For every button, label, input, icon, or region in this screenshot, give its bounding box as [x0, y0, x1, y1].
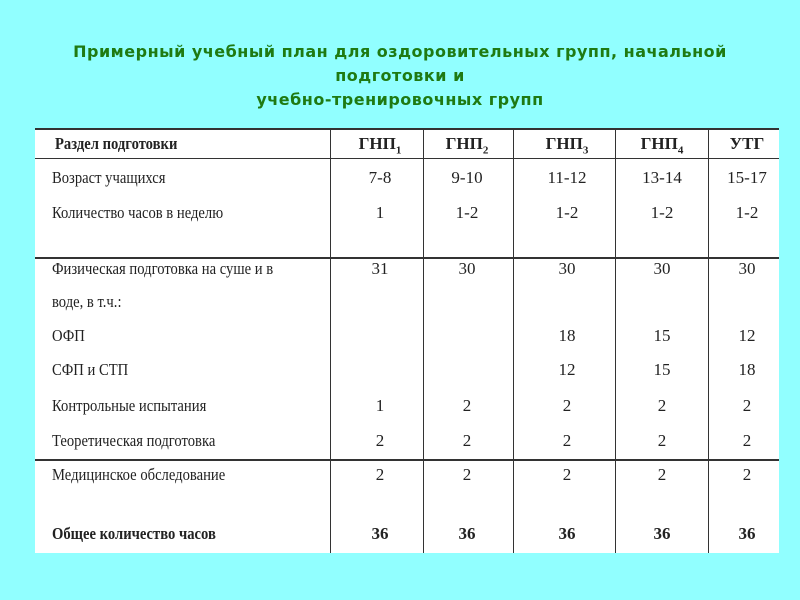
row-value: 13-14: [642, 168, 682, 187]
row-value: 12: [738, 326, 756, 345]
column-divider: [615, 128, 616, 553]
row-label: Возраст учащихся: [52, 168, 166, 187]
title-line-2: подготовки и: [335, 66, 465, 85]
row-value: 1-2: [735, 203, 759, 222]
row-value: 2: [657, 396, 667, 415]
row-label: воде, в т.ч.:: [52, 292, 122, 311]
row-value: 2: [657, 431, 667, 450]
row-value: 9-10: [451, 168, 483, 187]
row-label: Контрольные испытания: [52, 396, 207, 415]
row-value: 2: [742, 431, 752, 450]
row-label: Теоретическая подготовка: [52, 431, 216, 450]
row-value: 2: [562, 465, 572, 484]
row-label: Физическая подготовка на суше и в: [52, 259, 274, 278]
column-divider: [513, 128, 514, 553]
row-label: СФП и СТП: [52, 360, 129, 379]
row-value: 2: [375, 431, 385, 450]
header-section-label: Раздел подготовки: [55, 134, 178, 153]
row-value: 15-17: [727, 168, 767, 187]
row-value: 1-2: [650, 203, 674, 222]
row-value: 1-2: [455, 203, 479, 222]
row-value: 31: [371, 259, 389, 278]
row-value: 11-12: [547, 168, 587, 187]
header-group-3: $ГНП_3$: [545, 134, 589, 157]
row-value: 30: [738, 259, 756, 278]
row-value: 1: [375, 203, 385, 222]
row-value: 2: [462, 465, 472, 484]
row-value: 2: [562, 431, 572, 450]
header-group-2: $ГНП_2$: [445, 134, 489, 157]
row-value: 2: [742, 396, 752, 415]
row-value: 7-8: [368, 168, 392, 187]
header-group-1: $ГНП_1$: [358, 134, 402, 157]
header-divider: [35, 158, 779, 159]
title-line-1: Примерный учебный план для оздоровительных групп, начальной: [73, 42, 727, 61]
section-divider: [35, 459, 779, 461]
header-group-4: $ГНП_4$: [640, 134, 684, 157]
title-line-3: учебно-тренировочных групп: [256, 90, 544, 109]
row-value: 2: [562, 396, 572, 415]
row-value: 2: [462, 396, 472, 415]
row-value: 18: [558, 326, 576, 345]
column-divider: [423, 128, 424, 553]
row-value: 2: [462, 431, 472, 450]
header-group-5: УТГ: [729, 134, 765, 153]
slide-title: [0, 40, 800, 112]
total-value: 36: [738, 524, 756, 543]
row-label: ОФП: [52, 326, 85, 345]
column-divider: [330, 128, 331, 553]
table-top-border: [35, 128, 779, 130]
row-value: 2: [742, 465, 752, 484]
row-value: 1: [375, 396, 385, 415]
total-label: Общее количество часов: [52, 524, 216, 543]
row-value: 18: [738, 360, 756, 379]
total-value: 36: [653, 524, 671, 543]
row-value: 2: [375, 465, 385, 484]
row-value: 2: [657, 465, 667, 484]
row-value: 15: [653, 360, 671, 379]
row-value: 12: [558, 360, 576, 379]
row-value: 15: [653, 326, 671, 345]
row-label: Количество часов в неделю: [52, 203, 224, 222]
total-value: 36: [458, 524, 476, 543]
row-label: Медицинское обследование: [52, 465, 226, 484]
row-value: 30: [458, 259, 476, 278]
row-value: 1-2: [555, 203, 579, 222]
curriculum-table: [35, 128, 779, 553]
total-value: 36: [558, 524, 576, 543]
row-value: 30: [558, 259, 576, 278]
total-value: 36: [371, 524, 389, 543]
row-value: 30: [653, 259, 671, 278]
